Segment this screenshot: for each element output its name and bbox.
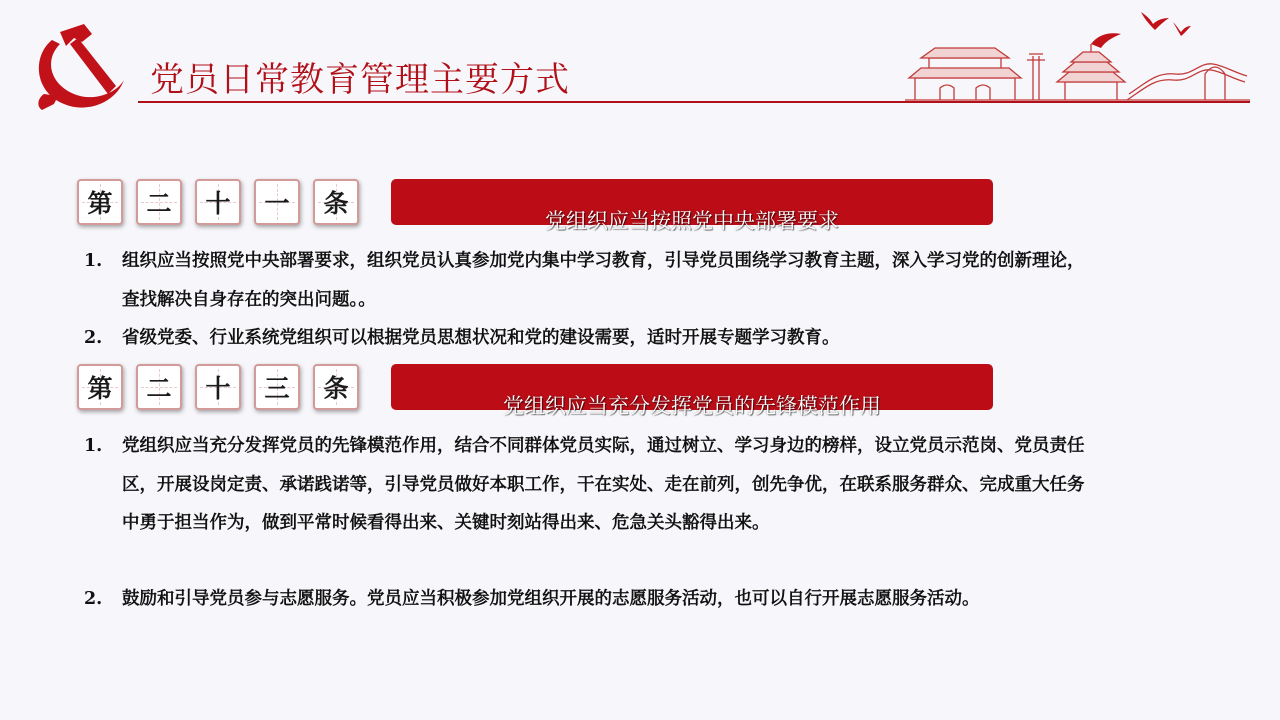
list-text: 鼓励和引导党员参与志愿服务。党员应当积极参加党组织开展的志愿服务活动，也可以自行开展志愿服务活动。 [122,589,980,609]
list-number: 1. [84,251,103,271]
list-item [84,242,1094,319]
list-item [84,319,1094,358]
article-21-char-4: 一 [254,179,300,225]
article-23-banner-text: 党组织应当充分发挥党员的先锋模范作用 [503,394,881,418]
page-title: 党员日常教育管理主要方式 [150,60,570,100]
list-text: 组织应当按照党中央部署要求，组织党员认真参加党内集中学习教育，引导党员围绕学习教育主题，深入学习党的创新理论，查找解决自身存在的突出问题。。 [122,251,1085,310]
article-21-char-2: 二 [136,179,182,225]
article-23-char-4: 三 [254,364,300,410]
list-item [84,427,1094,543]
article-21-char-3: 十 [195,179,241,225]
article-23-char-3: 十 [195,364,241,410]
article-21-char-5: 条 [313,179,359,225]
article-21-char-1: 第 [77,179,123,225]
article-21-banner-text: 党组织应当按照党中央部署要求 [545,209,839,233]
hammer-sickle-icon [30,22,130,114]
list-number: 1. [84,436,103,456]
article-23-char-5: 条 [313,364,359,410]
article-23-char-1: 第 [77,364,123,410]
landmark-skyline-icon [905,8,1250,104]
list-text: 省级党委、行业系统党组织可以根据党员思想状况和党的建设需要，适时开展专题学习教育。 [122,328,840,348]
list-number: 2. [84,589,103,609]
article-23-char-2: 二 [136,364,182,410]
list-number: 2. [84,328,103,348]
list-text: 党组织应当充分发挥党员的先锋模范作用，结合不同群体党员实际，通过树立、学习身边的榜样，设立党员示范岗、党员责任区，开展设岗定责、承诺践诺等，引导党员做好本职工作，干在实处、走在前列，创先争优，在联系服务群众、完成重大任务中勇于担当作为，做到平常时候看得出来、关键时刻站得出来、危急关头豁得出来。 [122,436,1085,533]
list-item [84,580,1094,619]
